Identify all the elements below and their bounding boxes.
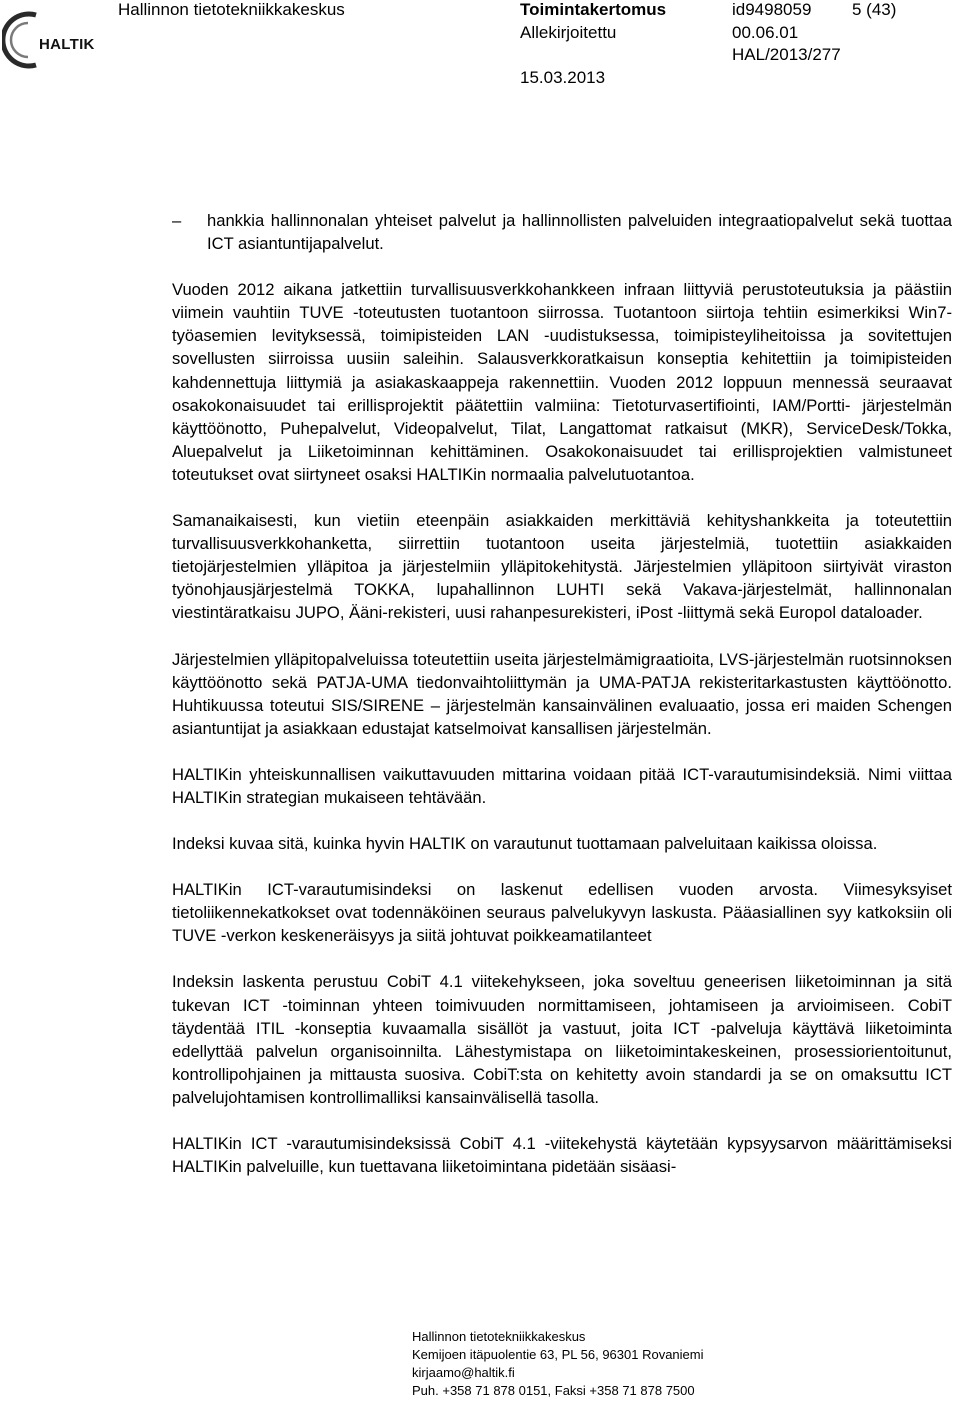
footer-phone: Puh. +358 71 878 0151, Faksi +358 71 878 7500 [412, 1383, 695, 1398]
header-org: Hallinnon tietotekniikkakeskus [118, 0, 345, 19]
signed-label: Allekirjoitettu [520, 23, 617, 42]
document-type: Toimintakertomus [520, 0, 667, 19]
haltik-logo [2, 5, 106, 71]
document-id: id9498059 [732, 0, 812, 19]
signed-value: 00.06.01 [732, 23, 799, 42]
bullet-item [172, 209, 952, 255]
paragraph: Indeksi kuvaa sitä, kuinka hyvin HALTIK on varautunut tuottamaan palveluitaan kaikissa oloissa. [172, 834, 878, 854]
footer-address: Kemijoen itäpuolentie 63, PL 56, 96301 Rovaniemi [412, 1347, 704, 1362]
document-date: 15.03.2013 [520, 68, 606, 87]
footer-org: Hallinnon tietotekniikkakeskus [412, 1329, 586, 1344]
page-number: 5 (43) [852, 0, 897, 19]
body-content [172, 209, 952, 1178]
footer [412, 1328, 704, 1400]
paragraph: HALTIKin yhteiskunnallisen vaikuttavuuden mittarina voidaan pitää ICT-varautumisindeksiä. Nimi viittaa HALTIKin strategian mukaiseen tehtävään. [172, 764, 952, 807]
paragraph: Samanaikaisesti, kun vietiin eteenpäin asiakkaiden merkittäviä kehityshankkeita ja toteutettiin turvallisuusverkkohanketta, siirrettiin tuotantoon useita järjestelmiä, tuotettiin asiakkaiden tietojärjestelmien ylläpitoa ja järjestelmiin ylläpitokehitystä. Järjestelmien ylläpitoon siirtyivät viraston työnohjausjärjestelmä TOKKA, lupahallinnon LUHTI sekä Vakava-järjestelmät, hallinnonalan viestintäratkaisu JUPO, Ääni-rekisteri, uusi rahanpesurekisteri, iPost -liittymä sekä Europol dataloader. [172, 511, 952, 623]
bullet-dash: – [172, 211, 182, 230]
paragraph: Indeksin laskenta perustuu CobiT 4.1 viitekehykseen, joka soveltuu geneerisen liiketoiminnan ja sitä tukevan ICT -toiminnan yhteen toimivuuden normittamiseen, johtamiseen ja arvioimiseen. CobiT täydentää ITIL -konseptia kuvaamalla sisällöt ja vastuut, joita ICT -palveluja käyttävä liiketoiminta edellyttää palvelun organisoinnilta. Lähestymistapa on liiketoimintakeskeinen, prosessiorientoitunut, kontrollipohjainen ja mittausta suosiva. CobiT:sta on kehitetty avoin standardi ja se on omaksuttu ICT palvelujohtamisen kontrollimalliksi kansainvälisellä tasolla. [172, 972, 952, 1107]
paragraph: Vuoden 2012 aikana jatkettiin turvallisuusverkkohankkeen infraan liittyviä perustoteutuksia ja päästiin viimein vauhtiin TUVE -toteutusten tuotantoon siirrossa. Tuotantoon siirtoja tehtiin esimerkiksi Win7-työasemien levityksessä, toimipisteiden LAN -uudistuksessa, toimipisteyliheitoissa ja sovitettujen sovellusten siirroissa uusiin saleihin. Salausverkkoratkaisun konseptia kehitettiin ja toimipisteiden kahdennettuja liittymiä ja asiakaskaappeja rakennettiin. Vuoden 2012 loppuun mennessä seuraavat osakokonaisuudet tai erillisprojektit päätettiin valmiina: Tietoturvasertifiointi, IAM/Portti- järjestelmän käyttöönotto, Puhepalvelut, Videopalvelut, Tilat, Langattomat ratkaisut (MKR), ServiceDesk/Tokka, Aluepalvelut ja Liiketoiminnan kehittäminen. Osakokonaisuudet tai erillisprojektien valmistuneet toteutukset ovat siirtyneet osaksi HALTIKin normaalia palvelutuotantoa. [172, 280, 952, 484]
reference-number: HAL/2013/277 [732, 45, 841, 64]
paragraph: Järjestelmien ylläpitopalveluissa toteutettiin useita järjestelmämigraatioita, LVS-järjestelmän ruotsinnoksen käyttöönotto sekä PATJA-UMA tiedonvaihtoliittymän ja UMA-PATJA rekisteritarkastusten käyttöönotto. Huhtikuussa toteutui SIS/SIRENE – järjestelmän kansainvälinen evaluaatio, jossa eri maiden Schengen asiantuntijat ja asiakkaan edustajat katselmoivat kansallisen järjestelmän. [172, 649, 952, 738]
footer-email[interactable]: kirjaamo@haltik.fi [412, 1365, 515, 1380]
logo-text: HALTIK [39, 36, 95, 53]
paragraph: HALTIKin ICT -varautumisindeksissä CobiT 4.1 -viitekehystä käytetään kypsyysarvon määrittämiseksi HALTIKin palveluille, kun tuettavana liiketoimintana pidetään sisäasi- [172, 1134, 952, 1177]
paragraph: HALTIKin ICT-varautumisindeksi on laskenut edellisen vuoden arvosta. Viimesyksyiset tietoliikennekatkokset ovat todennäköinen seuraus palvelukyvyn laskusta. Pääasiallinen syy katkoksiin oli TUVE -verkon keskeneräisyys ja siitä johtuvat poikkeamatilanteet [172, 880, 952, 946]
bullet-text: hankkia hallinnonalan yhteiset palvelut ja hallinnollisten palveluiden integraatiopalvelut sekä tuottaa ICT asiantuntijapalvelut. [207, 211, 952, 254]
